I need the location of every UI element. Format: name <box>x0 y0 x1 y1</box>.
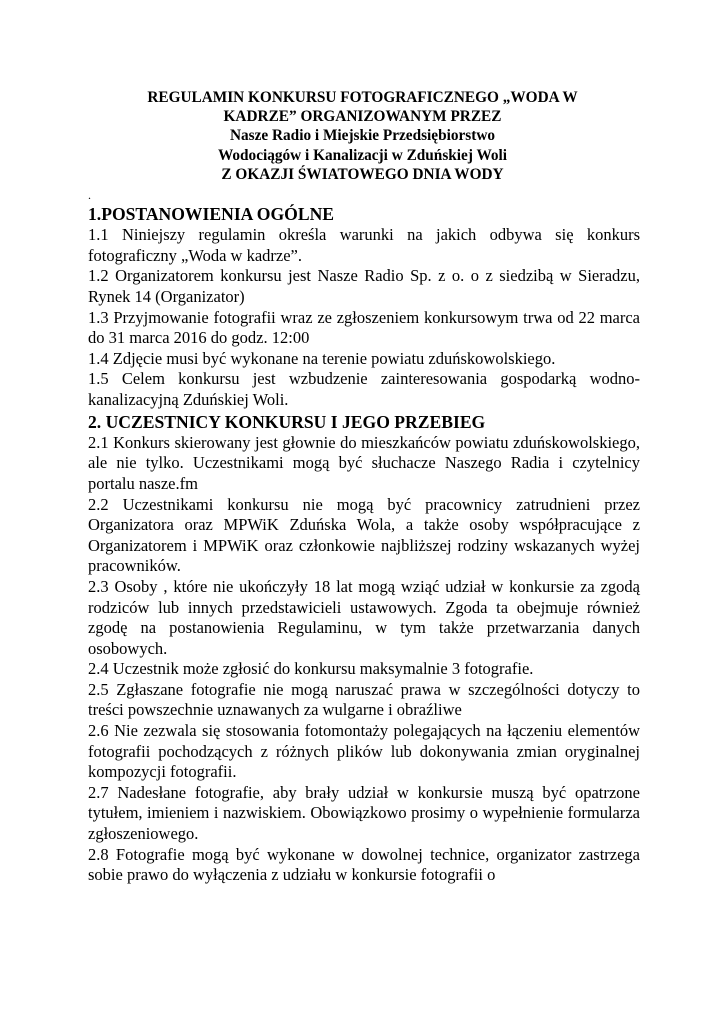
paragraph-2-7: 2.7 Nadesłane fotografie, aby brały udział w konkursie muszą być opatrzone tytułem, imieniem i nazwiskiem. Obowiązkowo prosimy o wypełnienie formularza zgłoszeniowego. <box>88 782 640 844</box>
paragraph-2-3: 2.3 Osoby , które nie ukończyły 18 lat mogą wziąć udział w konkursie za zgodą rodziców lub innych przedstawicieli ustawowych. Zgoda ta obejmuje również zgodę na postanowienia Regulaminu, w tym także przetwarzania danych osobowych. <box>88 576 640 658</box>
paragraph-2-6: 2.6 Nie zezwala się stosowania fotomontaży polegających na łączeniu elementów fotografii pochodzących z różnych plików lub dokonywania zmian oryginalnej kompozycji fotografii. <box>88 721 640 782</box>
paragraph-1-4: 1.4 Zdjęcie musi być wykonane na terenie powiatu zduńskowolskiego. <box>88 348 556 368</box>
title-line-2: KADRZE” ORGANIZOWANYM PRZEZ <box>223 108 502 126</box>
paragraph-2-1: 2.1 Konkurs skierowany jest głownie do mieszkańców powiatu zduńskowolskiego, ale nie tylko. Uczestnikami mogą być słuchacze Naszego Radia i czytelnicy portalu nasze.fm <box>88 432 640 493</box>
paragraph-2-4: 2.4 Uczestnik może zgłosić do konkursu maksymalnie 3 fotografie. <box>88 659 534 679</box>
paragraph-1-2: 1.2 Organizatorem konkursu jest Nasze Radio Sp. z o. o z siedzibą w Sieradzu, Rynek 14 (Organizator) <box>88 266 640 306</box>
section-heading-general: 1.POSTANOWIENIA OGÓLNE <box>88 204 335 224</box>
document-body <box>88 203 640 886</box>
paragraph-2-5: 2.5 Zgłaszane fotografie nie mogą naruszać prawa w szczególności dotyczy to treści powszechnie uznawanych za wulgarne i obraźliwe <box>88 679 640 720</box>
paragraph-1-3: 1.3 Przyjmowanie fotografii wraz ze zgłoszeniem konkursowym trwa od 22 marca do 31 marca 2016 do godz. 12:00 <box>88 307 640 348</box>
paragraph-2-8: 2.8 Fotografie mogą być wykonane w dowolnej technice, organizator zastrzega sobie prawo do wyłączenia z udziału w konkursie fotografii o <box>88 844 640 885</box>
paragraph-1-5: 1.5 Celem konkursu jest wzbudzenie zainteresowania gospodarką wodno-kanalizacyjną Zduńskiej Woli. <box>88 369 640 409</box>
paragraph-1-1: 1.1 Niniejszy regulamin określa warunki na jakich odbywa się konkurs fotograficzny „Woda w kadrze”. <box>88 225 640 265</box>
separator-dot: . <box>88 188 91 202</box>
title-line-4: Wodociągów i Kanalizacji w Zduńskiej Woli <box>217 146 508 164</box>
title-line-3: Nasze Radio i Miejskie Przedsiębiorstwo <box>229 127 496 145</box>
paragraph-2-2: 2.2 Uczestnikami konkursu nie mogą być pracownicy zatrudnieni przez Organizatora oraz MPWiK Zduńska Wola, a także osoby współpracujące z Organizatorem i MPWiK oraz członkowie najbliższej rodziny wskazanych wyżej pracowników. <box>88 494 640 576</box>
title-line-5: Z OKAZJI ŚWIATOWEGO DNIA WODY <box>221 165 504 183</box>
section-heading-participants: 2. UCZESTNICY KONKURSU I JEGO PRZEBIEG <box>88 411 486 432</box>
title-line-1: REGULAMIN KONKURSU FOTOGRAFICZNEGO „WODA W <box>147 89 578 106</box>
document-title <box>0 88 725 184</box>
